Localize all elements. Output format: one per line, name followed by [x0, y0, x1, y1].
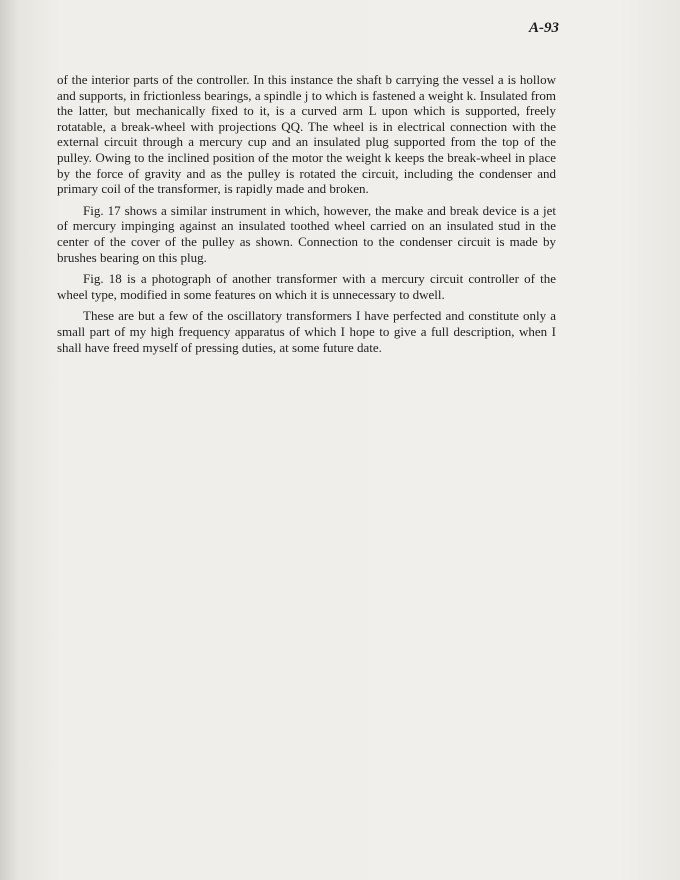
paragraph: These are but a few of the oscillatory transformers I have perfected and constitute only a small part of my high frequency apparatus of which I hope to give a full description, when I shall have freed myself of pressing duties, at some future date. — [57, 308, 556, 355]
body-text — [57, 72, 556, 361]
paragraph: Fig. 18 is a photograph of another transformer with a mercury circuit controller of the wheel type, modified in some features on which it is unnecessary to dwell. — [57, 271, 556, 302]
paragraph: Fig. 17 shows a similar instrument in which, however, the make and break device is a jet of mercury impinging against an insulated toothed wheel carried on an insulated stud in the center of the cover of the pulley as shown. Connection to the condenser circuit is made by brushes bearing on this plug. — [57, 202, 556, 265]
bleed-through-text — [60, 380, 580, 850]
paragraph: of the interior parts of the controller. In this instance the shaft b carrying the vessel a is hollow and supports, in frictionless bearings, a spindle j to which is fastened a weight k. Insulated from the latter, but mechanically fixed to it, is a curved arm L upon which is supported, freely rotatable, a break-wheel with projections QQ. The wheel is in electrical connection with the external circuit through a mercury cup and an insulated plug supported from the top of the pulley. Owing to the inclined position of the motor the weight k keeps the break-wheel in place by the force of gravity and as the pulley is rotated the circuit, including the condenser and primary coil of the transformer, is rapidly made and broken. — [57, 72, 556, 197]
page-number: A-93 — [529, 20, 559, 36]
